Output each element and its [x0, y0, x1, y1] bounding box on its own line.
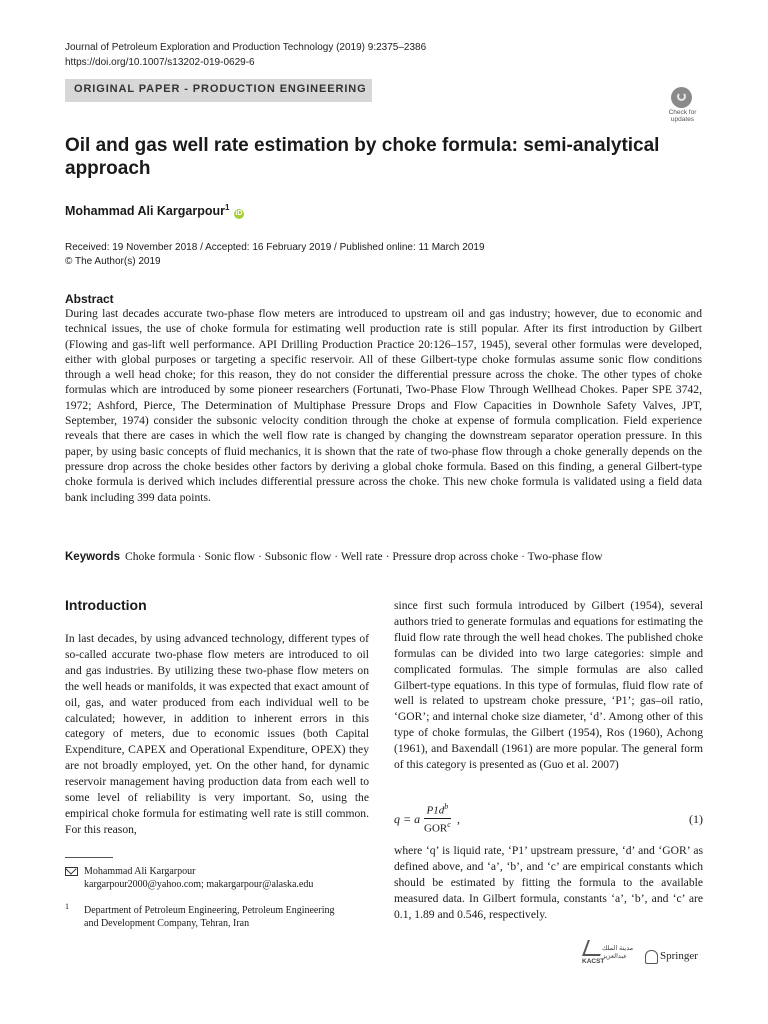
abstract-text: During last decades accurate two-phase flow meters are introduced to upstream oil and gas industry; however, due to economic and technical issues, the use of choke formula for estimating well production rate is still popular. After its first introduction by Gilbert (Flowing and gas-lift well performance. API Drilling Production Practice 20:126–157, 1945), several other formulas were developed, either with global purposes or targeting a specific reservoir. All of these Gilbert-type choke formulas assume sonic flow conditions through a well head choke; for this reason, they do not consider the differential pressure across the choke. The other types of choke formulas which are introduced by some pioneer researchers (Fortunati, Two-Phase Flow Through Wellhead Chokes. Paper SPE 3742, 1972; Ashford, Pierce, The Determination of Multiphase Pressure Drops and Flow Capacities in Downhole Safety Valves, JPT, September, 1974) consider the subsonic velocity condition through the choke at expense of formula complication. Field experience reveals that there are cases in which the well flow rate is changed by changing the downstream separator operation pressure. In this paper, by using basic concepts of fluid mechanics, it is shown that the rate of two-phase flow through a choke generally depends on the pressure drop across the choke besides other factors by deriving a global choke formula. Based on this finding, a general Gilbert-type choke formula is derived which includes differential pressure across the choke. This new choke formula is validated using a field data bank including 399 data points. — [65, 307, 702, 504]
keywords-line — [65, 549, 705, 565]
publisher-logos — [580, 940, 705, 970]
publication-dates: Received: 19 November 2018 / Accepted: 16 February 2019 / Published online: 11 March 2019 — [65, 242, 485, 253]
author-line — [65, 203, 244, 219]
equation-fraction — [424, 802, 451, 834]
author-affil-mark: 1 — [224, 203, 230, 212]
orcid-icon[interactable]: iD — [235, 210, 243, 217]
equation-number: (1) — [689, 812, 703, 826]
keywords-label: Keywords — [65, 551, 120, 563]
intro-right-paragraph-1: since first such formula introduced by Gilbert (1954), several authors tried to generate formulas and equations for estimating the fluid flow rate through the well head chokes. The published choke formulas can be divided into two large categories: simple and complicated formulas. The simple formulas are also called Gilbert-type equations. In this type of formulas, fluid flow rate of well is related to upstream choke pressure, ‘P1’; gas–oil ratio, ‘GOR’; and internal choke size diameter, ‘d’. Among other of this type of choke formulas, the Gilbert (1954), Ros (1960), Achong (1961), and Baxendall (1961) are more popular. The general form of this category is presented as (Guo et al. 2007) — [394, 599, 703, 772]
springer-horse-icon — [645, 950, 658, 964]
envelope-icon — [65, 867, 78, 876]
check-updates-icon — [671, 87, 692, 108]
author-name[interactable]: Mohammad Ali Kargarpour — [65, 204, 225, 218]
journal-citation: Journal of Petroleum Exploration and Production Technology (2019) 9:2375–2386 — [65, 42, 427, 53]
equation-comma: , — [457, 812, 460, 826]
keywords-list: Choke formula · Sonic flow · Subsonic flow · Well rate · Pressure drop across choke · Two-phase flow — [124, 550, 603, 563]
category-banner — [65, 79, 372, 102]
abstract-heading: Abstract — [65, 292, 114, 306]
kacst-arabic-name: مدينة الملك عبدالعزيز — [602, 945, 634, 960]
intro-left-column: In last decades, by using advanced technology, different types of so-called accurate two-phase flow meters are introduced to oil and gas industries. By utilizing these two-phase flow meters on the well heads or manifolds, it was expected that exact amount of oil, gas, and water produced from each individual well to be calculated; however, in addition to inherent errors in this category of meters, due to economic issues (both Capital Expenditure, CAPEX and Operational Expenditure, OPEX) they are not broadly employed, yet. On the other hand, for dynamic reservoir management having production data from each well to some level of reliability is very important. So, using the empirical choke formula for estimating well rate is still common. For this reason, — [65, 632, 369, 836]
check-updates-label: Check for updates — [668, 109, 697, 123]
introduction-heading: Introduction — [65, 597, 147, 613]
springer-wordmark: Springer — [660, 950, 698, 962]
copyright-notice: © The Author(s) 2019 — [65, 256, 161, 267]
equation-lhs: q = a — [394, 812, 421, 826]
intro-right-paragraph-2: where ‘q’ is liquid rate, ‘P1’ upstream pressure, ‘d’ and ‘GOR’ as defined above, and ‘a’, ‘b’, and ‘c’ are empirical constants which should be estimated by fitting the formula to the available measured data. In Gilbert formula, constants ‘a’, ‘b’, and ‘c’ are 0.1, 1.89 and 0.546, respectively. — [394, 844, 703, 921]
check-for-updates-badge[interactable] — [662, 85, 703, 125]
equation-denominator-exp: c — [447, 819, 451, 829]
equation-1 — [394, 802, 703, 836]
equation-numerator: P1d — [426, 804, 445, 817]
category-label: ORIGINAL PAPER - PRODUCTION ENGINEERING — [74, 83, 367, 95]
equation-denominator: GOR — [424, 822, 448, 835]
affiliation-text: Department of Petroleum Engineering, Petroleum Engineering and Development Company, Tehran, Iran — [84, 905, 335, 929]
kacst-wordmark: KACST — [582, 958, 605, 965]
contact-author-name: Mohammad Ali Kargarpour — [84, 866, 196, 877]
paper-title: Oil and gas well rate estimation by choke formula: semi-analytical approach — [65, 135, 660, 179]
doi-link[interactable]: https://doi.org/10.1007/s13202-019-0629-6 — [65, 57, 255, 68]
equation-numerator-exp: b — [444, 802, 449, 811]
affiliation-number: 1 — [65, 902, 69, 911]
footnote-divider — [65, 857, 113, 858]
kacst-logo — [580, 940, 638, 970]
contact-author-email[interactable]: kargarpour2000@yahoo.com; makargarpour@alaska.edu — [84, 879, 314, 890]
